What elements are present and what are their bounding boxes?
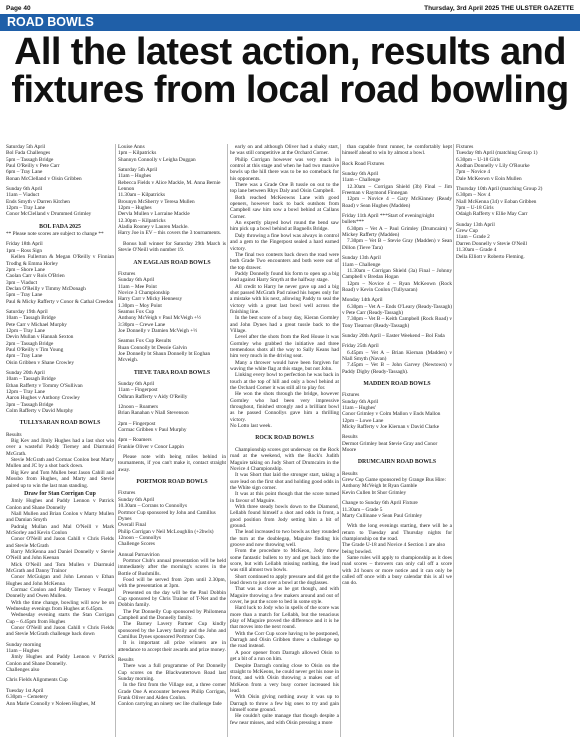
text-line: Wednesday evening starts the Stan Corrigan Cup – 6.45pm from Hughes xyxy=(6,612,114,625)
text-line: Friday 25th April xyxy=(342,343,379,350)
text-line: Tuesday 8th April (matching Group 1) xyxy=(456,150,538,157)
text-line: Chris Fields Alignments Cup xyxy=(6,677,68,684)
text-line: Sunday 20th April xyxy=(6,370,45,376)
text-line: Friday 18th April xyxy=(6,241,43,248)
text-line: Dermot Grimley beat Stevie Gray and Conor Moore xyxy=(342,440,438,454)
text-line: than capable front runner, he comfortably kept himself ahead to win by almost a bowl. xyxy=(342,144,452,157)
text-line: Philip Corrigan v Neil McLoughlin (+2bwls) xyxy=(118,528,214,535)
text-line: Jimly Hughes and Paddy Lennon v Patrick Conlon and Shane Donnelly xyxy=(6,498,114,511)
text-line: Sunday 13th April xyxy=(456,221,495,228)
text-line: Challenges also xyxy=(6,667,40,674)
spacer xyxy=(6,414,114,418)
text-line: Sunday 13th April xyxy=(342,255,381,262)
section-heading: Draw for Stan Corrigan Cup xyxy=(24,490,96,497)
text-line: 12pm – Hughes xyxy=(118,205,152,212)
text-line: 6.30pm – Cemetery xyxy=(6,694,48,701)
column-rule xyxy=(115,144,116,737)
text-line: That was as close as he got though, and with Maguire throwing a few makers around and out of cover, he put the score to bed in some style. xyxy=(230,586,339,606)
text-line: 6pm – Tray Lane xyxy=(6,169,43,176)
text-line: An expertly played bowl round the bend saw him pick up a bowl behind at Bagnells Bridge. xyxy=(230,220,339,233)
text-line: Niall McKenna (34) v Eoban Gribben xyxy=(456,198,537,205)
text-line: 6.30pm – Nov 4 xyxy=(456,192,491,199)
text-line: 12pm – Novice 4 – Ryan McKeown (Rock Road) v Kevin Conlon (Tullysaran) xyxy=(342,280,452,293)
text-line: It was at this point though that the score turned in favour of Maguire. xyxy=(230,491,339,504)
column-2 xyxy=(118,144,226,737)
text-line: Annual Parnavirion xyxy=(118,551,160,558)
text-line: Results xyxy=(342,434,358,441)
text-line: Paul & Micky Rafferty v Conor & Cathal Creedon xyxy=(6,298,114,305)
text-line: 11.30am – Corrigan Shield (3a) Final – Johnny Campbell v Bredan Hogan xyxy=(342,267,452,281)
text-line: Anthony McVeigh v Paul McVeigh +½ xyxy=(118,315,202,322)
text-line: 11am – Hughes xyxy=(6,648,40,655)
text-line: Darren Donnelly v Stevie O'Neill xyxy=(456,240,527,247)
text-line: It was Short that laid the stronger start, taking a sure lead on the first shot and holding good odds in the White sign corner. xyxy=(230,472,339,491)
spacer xyxy=(118,473,226,477)
text-line: Many a thrower would have been forgiven for waving the white flag at this stage, but not John. xyxy=(230,359,339,373)
text-line: Presented on the day will be the Paul Dobbin Cup sponsored by Chris Trainor of T-Net and the Dobbin family. xyxy=(118,589,226,609)
text-line: Grew Cup Game sponsored by Grange Bus Hire: xyxy=(342,477,447,484)
text-line: 11am – Viaduct xyxy=(6,192,40,199)
text-line: 1pm – Kilpatricks xyxy=(118,150,157,157)
text-line: Sunday 6th April xyxy=(118,381,155,387)
text-line: Dervla Mullen v Lorraine Mackle xyxy=(118,211,190,218)
text-line: Aladia Rooney v Lauren Mackle. xyxy=(118,224,189,231)
text-line: 7.45pm – Vet B – John Garvey (Newtown) v Paddy Digby (Ready-Tassagh). xyxy=(342,362,452,375)
text-line: Niall Mullen and Brian Conlon v Marty Mullen and Damian Smyth xyxy=(6,510,114,524)
page-headline: All the latest action, results and fixtures from local road bowling xyxy=(11,31,569,111)
text-line: With three steady bowls down to the Diamond, Lellabh found himself a shot and odds in front, a good position from Jody setting him a bit of ground. xyxy=(230,503,339,529)
text-line: Jimly Hughes and Paddy Lennon v Patrick Conlon and Shane Donnelly. xyxy=(6,654,114,667)
text-line: Cormac Gribben v Paul Murphy xyxy=(118,427,187,434)
text-line: 11am – Fingerpost xyxy=(118,387,158,394)
spacer xyxy=(342,375,452,379)
text-line: 12pm – Novice 4 – Gary McKinney (Ready Road) v Sean Hughes (Madden) xyxy=(342,196,452,209)
spacer xyxy=(6,218,114,222)
text-line: Please note with being miles behind in tournaments, if you can't make it, contact straight away. xyxy=(118,454,226,473)
text-line: Sunday 6th April xyxy=(342,398,379,405)
text-line: Saturday 5th April xyxy=(6,144,46,150)
text-line: 11.30am – Grade 4 xyxy=(456,247,497,254)
spacer xyxy=(118,364,226,368)
text-line: 12noon – Connollys xyxy=(118,534,161,541)
text-line: ** Please note scores are subject to change ** xyxy=(6,231,104,238)
spacer xyxy=(230,429,339,433)
text-line: Conor O'Neill and Jason Cahill v Chris Fields and Stevie McGrath xyxy=(6,536,114,549)
text-line: Frankie Oliver v Conor Lappin xyxy=(118,443,184,450)
text-line: 12pm – Tray Lane xyxy=(6,327,45,334)
text-line: 7pm – Novice 4 xyxy=(456,169,490,176)
text-line: Results xyxy=(342,470,358,477)
text-line: Harry Carr v Micky Hennessy xyxy=(118,296,183,303)
text-line: Conor Grimley v Colm Mallon v Ends Mallon xyxy=(342,411,441,418)
text-line: 12noon – Roamers xyxy=(118,404,159,411)
text-line: No Lotto last week. xyxy=(230,423,272,430)
text-line: 3:30pm – Crewe Lane xyxy=(118,321,166,328)
text-line: Linking every bowl to perfection he was back in touch at the top of hill and only a bowl behind at the Orchard Corner it was still all to play for. xyxy=(230,372,339,392)
text-line: Championship scores got underway on the Rock road at the weekend, with the Rock's Judith Maguire taking on Judy Short of Drumcairn in the Novice 4 Championship. xyxy=(230,446,339,472)
text-line: 2pm – Shore Lane xyxy=(6,266,45,273)
text-line: 10.30am – Corrans to Connollys xyxy=(118,503,188,510)
text-line: Big Kev and Tom Mullen beat Jason Cahill and Mossbo from Hughes, and Marty and Stevie paired up to win the last man standing. xyxy=(6,469,114,489)
text-line: Fixtures xyxy=(342,392,360,399)
text-line: 10am – Tassagh Bridge xyxy=(6,376,56,383)
page-number: Page 40 xyxy=(6,5,31,12)
text-line: The lead increased to two bowls as they rounded the turn at the doublegap, Maguire finding his groove and now throwing well. xyxy=(230,529,339,548)
text-line: 4pm – Tray Lane xyxy=(6,353,43,360)
text-line: 11am – Challenge xyxy=(342,261,381,268)
text-line: 3pm – Tassagh Bridge xyxy=(6,401,54,408)
text-line: Seamus Fox Cup xyxy=(118,308,155,315)
text-line: 12pm – Tray Lane xyxy=(6,205,45,212)
text-line: With the time change, bowling will now be on Wednesday evenings from Hughes at 6.45pm. xyxy=(6,599,114,613)
text-line: In the first from the Village out, a three corner Grade One A encounter between Philip Corrigan, Frank Oliver and Aiden Conlon. xyxy=(118,682,226,702)
text-line: Brounyn McSherry v Teresa Mullen xyxy=(118,198,195,205)
section-heading: MADDEN ROAD BOWLS xyxy=(363,381,431,387)
text-line: Despite Darragh coming close to Oisin on the straight to McKeons, he could never get his nose in front, and with Oisin throwing a makes out of McKeon from a very busy corner increased his lead. xyxy=(230,662,339,694)
text-line: 11am – Hughes xyxy=(118,173,152,180)
text-line: The Grade U-18 and Novice 4 Section 1 are also being bowled. xyxy=(342,542,446,555)
section-heading: PORTMOR ROAD BOWLS xyxy=(136,479,208,486)
text-line: Tuesday 1st April xyxy=(6,687,44,694)
text-line: Fixtures xyxy=(118,490,136,497)
text-line: Sunday 6th April xyxy=(6,186,43,193)
text-line: Declan O'Reilly v Timmy McDonagh xyxy=(6,285,86,292)
text-line: There was a Grade One B tussle on out to the top lane between Rhys Daly and Oisin Campbell. xyxy=(230,182,339,195)
text-line: Kellen Fullerton & Megan O'Reilly v Finnian Trodhg & Emma Horley xyxy=(6,254,114,267)
text-line: Caolan Carr v Rois O'Brien xyxy=(6,273,65,280)
text-line: Big Kev and Jimly Hughes had a last shot win over a wasteful Paddy Tierney and Diarmuid McGrath. xyxy=(6,438,114,457)
column-1 xyxy=(6,144,114,737)
text-line: The Pat Donnelly Cup sponsored by Philomena Campbell and the Donnelly family. xyxy=(118,608,226,621)
text-line: All credit to Harry he never gave up and a big shot passed McGrath Pad raised his hopes only for a mistake with his next, allowing Paddy to seal the victory with a great last bowl well across the finishing line. xyxy=(230,283,339,315)
text-line: Same rules will apply to championship as it does road scores – throwers can only call off a score with 24 hours or more notice and it can only be called off once with a busy calendar this is all we can do. xyxy=(342,554,452,587)
text-line: Saturday 5th April xyxy=(118,167,158,174)
text-line: Oisin Gribben v Shane Crowley xyxy=(6,359,74,366)
text-line: Rock Road Fixtures xyxy=(342,160,385,167)
text-line: Joe Donnelly v Damien McVeigh +½ xyxy=(118,327,198,334)
text-line: Paddy Donnelly found his form to open up a big lead against Harry Smyth at the halfway stage. xyxy=(230,270,339,284)
text-line: Odaigh Rafferty v Ellie May Carr xyxy=(456,211,528,218)
text-line: In the best score of a busy day, Kieran Gormley and John Dynes had a great tussle back to the Village. xyxy=(230,315,339,334)
text-line: Results xyxy=(6,431,22,438)
section-heading: TIEVE TARA ROAD BOWLS xyxy=(133,369,211,376)
text-line: Conor O'Neill and Jason Cahill v Chris Fields and Stevie McGrath challenge back down xyxy=(6,625,114,638)
text-line: Fixtures xyxy=(456,144,474,150)
text-line: Results xyxy=(118,657,134,664)
text-line: Monday 14th April xyxy=(342,297,383,304)
text-line: Short continued to apply pressure and did get the lead down to just over a bowl at the doglasses. xyxy=(230,573,339,587)
text-line: 5pm – Tray Lane xyxy=(6,292,43,299)
text-line: Ronan McClelland v Oisin Gribben xyxy=(6,175,82,182)
text-line: Dale McKeown v Eoin Mullen xyxy=(456,175,522,182)
column-5 xyxy=(456,144,572,737)
text-line: Daly throwing a fine bowl was always in control and a gem to the Fingerpost sealed a hard earned victory. xyxy=(230,232,339,252)
text-line: Sunday 6th April xyxy=(342,171,379,178)
text-line: Overall Final xyxy=(118,522,147,529)
text-line: Devin Mullan v Hannah Sexton xyxy=(6,334,74,341)
text-line: Padraig Mullan and Mal O'Neill v Mark McSorley and Kevin Conlon xyxy=(6,523,114,536)
text-line: Food will be served from 2pm until 2.30pm, with the presentation at 3pm. xyxy=(118,576,226,590)
text-line: 2pm – Fingerpost xyxy=(118,420,156,427)
text-line: 6.30pm – Vet A – Paul Grimley (Drumcairn) v Mickey Rafferty (Madden) xyxy=(342,225,452,239)
text-line: The Barney Lavery Partner Cup kindly sponsored by the Lavery family and the John and Camillus Dynes sponsored Portmor Cup. xyxy=(118,621,226,641)
text-line: Challenge Scores xyxy=(118,541,155,548)
column-4 xyxy=(342,144,452,737)
text-line: 6.30pm – Vet A – Ends O'Leary (Ready-Tassagh) v Pete Carr (Ready-Tassagh) xyxy=(342,303,452,316)
section-heading: ROCK ROAD BOWLS xyxy=(255,435,314,442)
text-line: Marty Cullinane v Sean Paul Grimley xyxy=(342,512,423,519)
text-line: Pete Carr v Michael Murphy xyxy=(6,321,67,328)
text-line: 12pm – Tray Lane xyxy=(6,389,45,396)
text-line: Stevie McGrath and Cormac Conlon beat Marty Mullen and JC by a shot back down. xyxy=(6,457,114,470)
text-line: Brian Ranahan v Niall Stevenson xyxy=(118,410,189,417)
text-line: With the long evenings starting, there will be a return to Tuesday and Thursday nights for championship on the road. xyxy=(342,523,452,542)
text-line: Mick O'Neill and Tom Mullen v Diarmuid McGrath and Danny Trainor xyxy=(6,561,114,574)
text-line: 4pm – Roamers xyxy=(118,437,152,444)
column-rule xyxy=(453,144,454,737)
section-heading: DRUMCAIRN ROAD BOWLS xyxy=(357,459,437,466)
text-line: Sunday 20th April – Easter Weekend – Bol Fada xyxy=(342,332,445,339)
text-line: Hard luck to Jody who in spells of the score was more than a match for Lellabh, but the tenacious play of Maguire proved the difference and it is he that moves into the next round. xyxy=(230,605,339,631)
section-heading: BOL FADA 2025 xyxy=(39,223,81,230)
text-line: Level after the shots from the Red House it was Gormley who grabbed the initiative and three tremendous shots all the way to Sally Keans had him very much in the driving seat. xyxy=(230,334,339,360)
text-line: Louise Anns xyxy=(118,144,145,150)
text-line: Portmor Cup sponsored by John and Camillus Dynes xyxy=(118,509,216,522)
text-line: Conor McClelland v Drummed Grimley xyxy=(6,211,92,218)
text-line: 12.30pm – Kilpatricks xyxy=(118,217,166,224)
text-line: Bonus ball winner for Saturday 29th March is Stevie O'Neill with number 19. xyxy=(118,240,226,254)
text-line: Paul O'Reilly v Tim Young xyxy=(6,346,64,353)
text-line: 7.30pm – Vet B – Keith Campbell (Rock Road) v Tony Tiearnor (Ready-Tassagh) xyxy=(342,316,452,329)
text-line: Barry McKenna and Daniel Donnelly v Stevie O'Neill and John Keenan xyxy=(6,548,114,562)
text-line: 7pm – U-18 Girls xyxy=(456,205,494,212)
text-line: It is important all prize winners are in attendance to accept their awards and prize money. xyxy=(118,640,226,653)
text-line: The final two contests back down the road were both Grade Two encounters and both were out of the top drawer. xyxy=(230,251,339,271)
text-line: 1pm – Ross Sign xyxy=(6,247,43,254)
text-line: Kevin Cullen bt Shor Grimley xyxy=(342,489,407,496)
text-line: Sunday morning xyxy=(6,641,42,648)
text-line: 11am – Challenge xyxy=(342,177,381,184)
text-line: Micky Rafferty v Joe Kiernan v David Clarke xyxy=(342,424,440,431)
text-line: Shannyn Connolly v Leigha Duggan xyxy=(118,156,196,163)
text-line: A poor opener from Darragh allowed Oisin to get a bit of a run on him. xyxy=(230,649,339,663)
text-line: 11am – Grade 2 xyxy=(456,234,490,241)
column-rule xyxy=(227,144,228,737)
text-line: 7.30pm – Vet B – Stevie Gray (Madden) v Sean Dillon (Tieve Tara) xyxy=(342,238,452,251)
date-line: Thursday, 3rd April 2025 THE ULSTER GAZETTE xyxy=(424,5,574,12)
text-line: 1.30pm – Moy Point xyxy=(118,302,162,309)
section-banner xyxy=(0,14,580,31)
text-line: Paul O'Reilly v Pete Carr xyxy=(6,163,60,170)
text-line: From the procedure to McKeon, Jody threw some fantastic bullets to try and get back into the score, but with Lellabh missing nothing, the lead was still almost two bowls. xyxy=(230,548,339,574)
text-line: 11am – Mee Point xyxy=(118,283,157,290)
text-line: 11.30am – Kilpatricks xyxy=(118,192,166,199)
text-line: Joe Donnelly bt Shaun Donnelly bt Eoghan Mcveigh. xyxy=(118,350,211,364)
section-heading: TULLYSARAN ROAD BOWLS xyxy=(19,420,101,427)
text-line: Change to Sunday 6th April Fixture xyxy=(342,500,418,507)
text-line: Thursday 10th April (matching Group 2) xyxy=(456,186,543,193)
column-3 xyxy=(230,144,339,737)
text-line: With Oisin giving nothing away it was up to Darragh to throw a few big ones to try and gain himself some ground. xyxy=(230,694,339,713)
text-line: Portmor Club's annual presentation will be held immediately after the morning's scores in the Bottle of Bushmills. xyxy=(118,557,226,577)
text-line: 12.30am – Corrigan Shield (3b) Final – Jim Freeman v Raymond Finnegan xyxy=(342,183,452,197)
text-line: Harry Joe in EV – this covers the 3 tournaments. xyxy=(118,230,222,237)
text-line: There was a full programme of Pat Donnelly Cup scores on the Blackwatertown Road last Sunday morning. xyxy=(118,663,226,683)
text-line: Aodhan Donnelly v Lily O'Rourke xyxy=(456,163,530,170)
section-heading: AN EAGLAIS ROAD BOWLS xyxy=(133,259,211,266)
text-line: Della Elliott v Roberto Fleming. xyxy=(456,253,525,260)
text-line: Novice 3 Championship xyxy=(118,289,170,296)
spacer xyxy=(342,453,452,457)
text-line: 11am – Hughes' xyxy=(342,405,377,412)
text-line: He couldn't quite manage that though despite a few near misses, and with Oisin pressing a more xyxy=(230,713,339,726)
text-line: Both reached McKeowns Lane with good openers, however back to back outshots from Campbell saw him sow a bowl behind at Callans Corner. xyxy=(230,194,339,220)
text-line: Fixtures xyxy=(118,270,136,277)
text-line: He won the shots through the bridge, however Gormley who had been very impressive throughout, finished strongly and a brilliant bowl as he passed Connollys gave him a thrilling victory. xyxy=(230,391,339,423)
text-line: Odhran Rafferty v Aidy O'Reilly xyxy=(118,393,188,400)
text-line: Ann Marie Connolly v Noleen Hughes, M xyxy=(6,700,96,707)
text-line: Friday 11th April ***Start of evening/night bullets*** xyxy=(342,213,435,226)
text-line: 6.45pm – Vet A – Brian Kiernan (Madden) v Niall Smyth (Navan) xyxy=(342,349,452,362)
text-line: Rebecca Fields v Alice Mackle, M. Anna Bernie Lennon xyxy=(118,179,221,193)
text-line: 10am – Tassagh Bridge xyxy=(6,315,56,322)
text-line: 2pm – Tassagh Bridge xyxy=(6,340,54,347)
text-line: Sunday 6th April xyxy=(118,496,155,503)
column-rule xyxy=(340,144,341,737)
text-line: Anthony McVeigh bt Ryan Gamble xyxy=(342,483,418,490)
text-line: early on and although Oliver had a shaky start, he was still competitive at the Orchard Corner. xyxy=(230,144,339,157)
text-line: Saturday 19th April xyxy=(6,308,48,315)
text-line: Cormac Conlon and Paddy Tierney v Feargal Donnelly and Owen Mullen. xyxy=(6,587,114,600)
text-line: Ethan Rafferty v Tommy O'Sullivan xyxy=(6,382,83,389)
text-line: Sunday 6th April xyxy=(118,277,155,284)
text-line: 11.30am – Grade 5 xyxy=(342,506,383,513)
text-line: 3pm – Viaduct xyxy=(6,279,38,286)
article-body xyxy=(0,144,580,737)
text-line: Bol Fada Challenges xyxy=(6,150,51,157)
text-line: Philip Corrigan however was very much in control at this stage and when he had two massive bowls up the hill there was to be no comeback for his opponents. xyxy=(230,156,339,182)
text-line: Conlon carrying an ninety sec lite challenge fade xyxy=(118,701,222,708)
text-line: Aaron Hughes v Anthony Crowley xyxy=(6,395,80,402)
text-line: With the Corr Cup score having to be postponed, Darragh and Oisin Gribben threw a challenge up the road instead. xyxy=(230,630,339,650)
text-line: Colm Rafferty v David Murphy xyxy=(6,408,74,415)
text-line: 12pm – Lowe Lane xyxy=(342,417,384,424)
text-line: Conor McGuigan and John Lennon v Ethan Hughes and John McKenna xyxy=(6,574,114,587)
text-line: Ends Smyth v Darren Kitchen xyxy=(6,198,70,205)
section-title: ROAD BOWLS xyxy=(7,15,94,29)
text-line: 6.30pm – U-18 Girls xyxy=(456,156,501,163)
text-line: 5pm – Tassagh Bridge xyxy=(6,156,54,163)
text-line: Grew Cup xyxy=(456,228,478,235)
spacer xyxy=(118,254,226,258)
text-line: Ruan Connolly bt Dessie Galvin xyxy=(118,344,187,351)
text-line: Seamus Fox Cup Results xyxy=(118,338,172,345)
